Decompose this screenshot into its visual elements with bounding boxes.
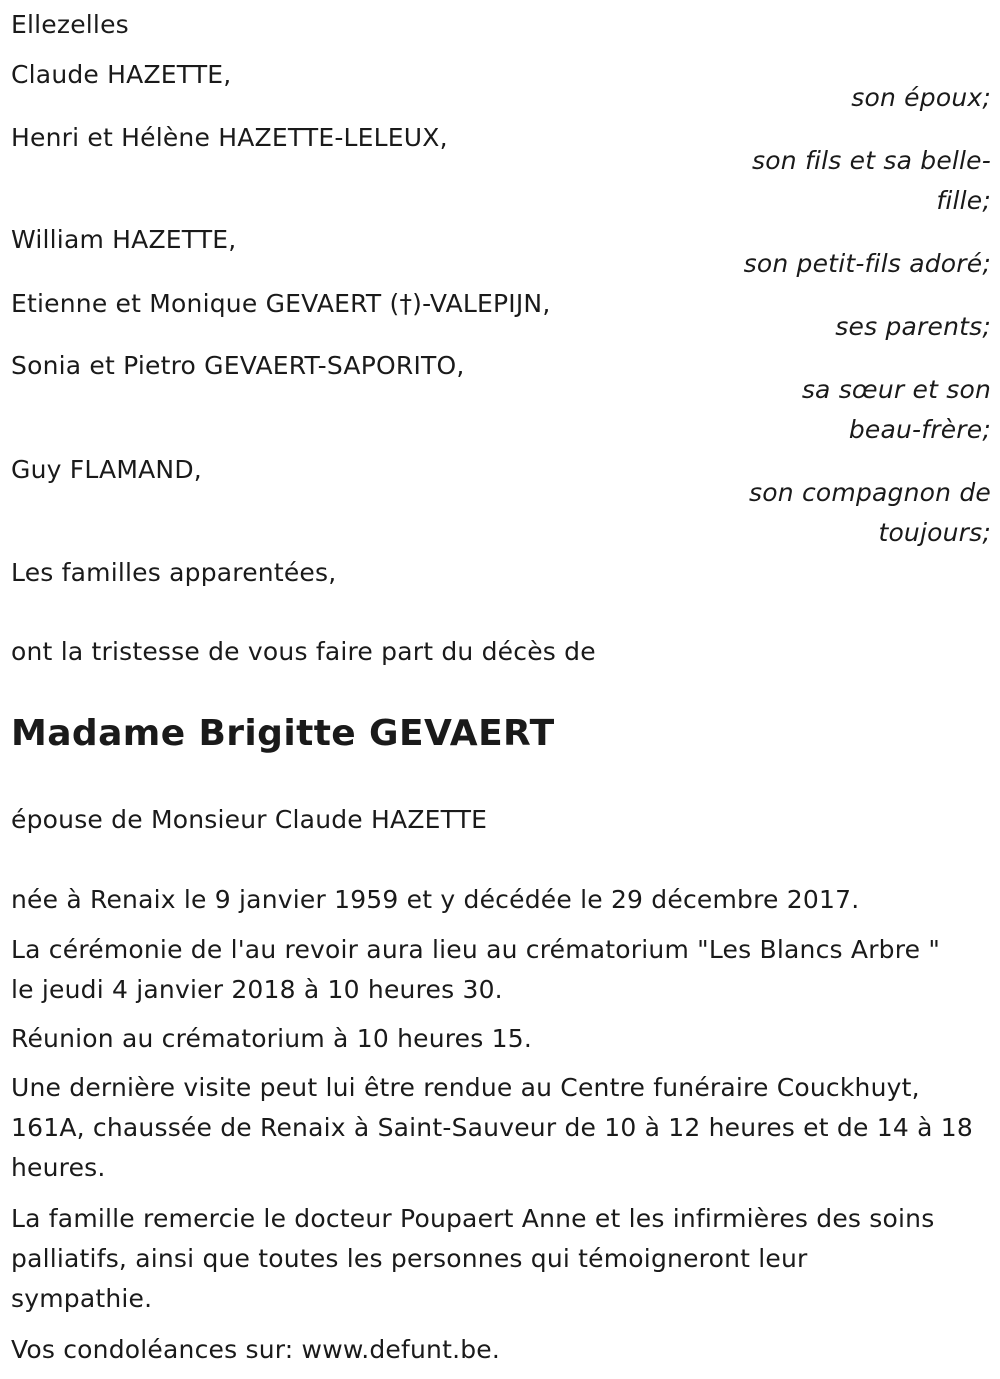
- paragraph-line: La cérémonie de l'au revoir aura lieu au crématorium "Les Blancs Arbre ": [11, 935, 941, 964]
- paragraph-line: palliatifs, ainsi que toutes les personnes qui témoigneront leur: [11, 1244, 808, 1273]
- paragraph-line: sympathie.: [11, 1284, 153, 1313]
- relatives-line: Les familles apparentées,: [11, 558, 337, 587]
- birth-death-paragraph: [11, 880, 991, 920]
- family-member-relation: toujours;: [878, 518, 991, 547]
- family-member-name: Etienne et Monique GEVAERT (†)-VALEPIJN,: [11, 289, 551, 318]
- family-member-relation: son compagnon de: [749, 478, 991, 507]
- paragraph-line: Réunion au crématorium à 10 heures 15.: [11, 1024, 532, 1053]
- family-member-relation: ses parents;: [835, 312, 991, 341]
- paragraph-line: La famille remercie le docteur Poupaert Anne et les infirmières des soins: [11, 1204, 935, 1233]
- deceased-name: Madame Brigitte GEVAERT: [11, 713, 555, 754]
- family-member-name: Henri et Hélène HAZETTE-LELEUX,: [11, 123, 448, 152]
- reunion-paragraph: [11, 1019, 991, 1059]
- condolences-paragraph: [11, 1330, 991, 1370]
- family-member-relation: beau-frère;: [848, 415, 991, 444]
- paragraph-line: le jeudi 4 janvier 2018 à 10 heures 30.: [11, 975, 503, 1004]
- paragraph-line: Vos condoléances sur: www.defunt.be.: [11, 1335, 501, 1364]
- family-member-name: Claude HAZETTE,: [11, 60, 232, 89]
- location: Ellezelles: [11, 10, 129, 39]
- family-member-name: William HAZETTE,: [11, 225, 237, 254]
- family-member-relation: son fils et sa belle-: [752, 146, 991, 175]
- family-member-relation: son époux;: [851, 83, 991, 112]
- family-member-relation: sa sœur et son: [801, 375, 991, 404]
- paragraph-line: 161A, chaussée de Renaix à Saint-Sauveur de 10 à 12 heures et de 14 à 18: [11, 1113, 973, 1142]
- visit-paragraph: [11, 1068, 991, 1188]
- paragraph-line: heures.: [11, 1153, 106, 1182]
- family-member-name: Sonia et Pietro GEVAERT-SAPORITO,: [11, 351, 465, 380]
- announcement-line: ont la tristesse de vous faire part du décès de: [11, 637, 596, 666]
- family-member-relation: son petit-fils adoré;: [743, 249, 991, 278]
- spouse-line: épouse de Monsieur Claude HAZETTE: [11, 805, 488, 834]
- paragraph-line: née à Renaix le 9 janvier 1959 et y décédée le 29 décembre 2017.: [11, 885, 860, 914]
- family-member-name: Guy FLAMAND,: [11, 455, 202, 484]
- paragraph-line: Une dernière visite peut lui être rendue au Centre funéraire Couckhuyt,: [11, 1073, 920, 1102]
- family-member-relation: fille;: [936, 186, 991, 215]
- ceremony-paragraph: [11, 930, 991, 1010]
- thanks-paragraph: [11, 1199, 991, 1319]
